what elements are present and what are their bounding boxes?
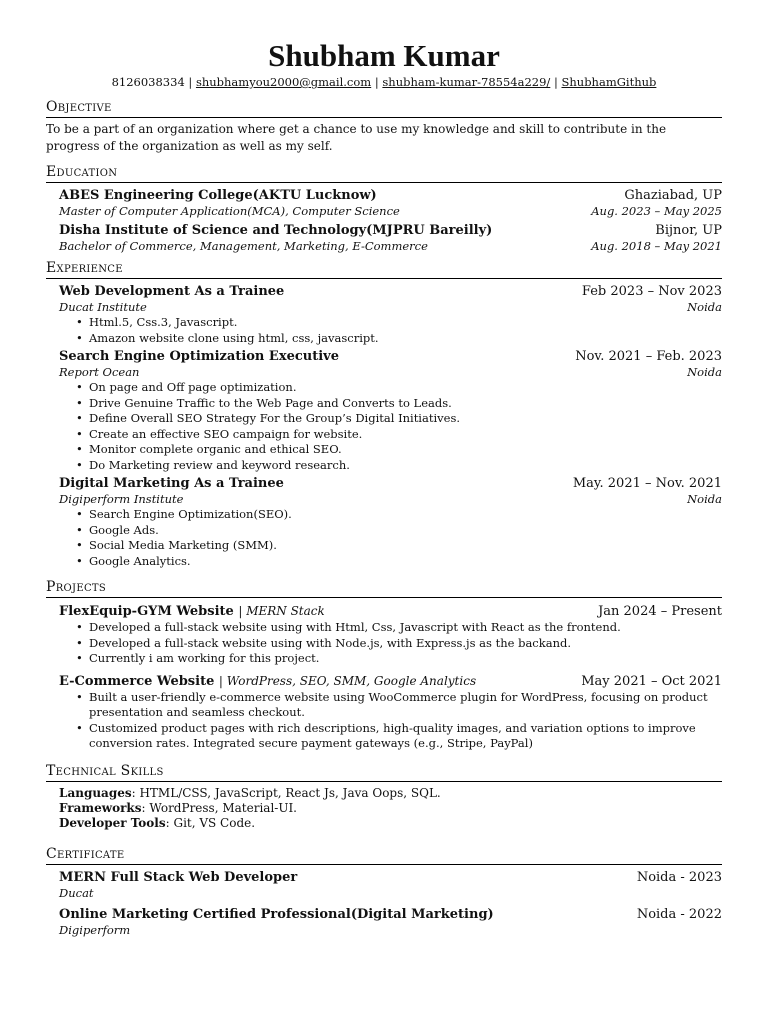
contact-line: [46, 74, 722, 90]
skill-label: Developer Tools: [59, 815, 166, 830]
bullet-list: [59, 620, 722, 667]
school-name: ABES Engineering College(AKTU Lucknow): [59, 188, 377, 203]
organization: Digiperform Institute: [59, 492, 184, 506]
project-entry: [46, 603, 722, 667]
list-item: • Developed a full-stack website using with Node.js, with Express.js as the backand.: [89, 636, 722, 652]
skills-list: [46, 786, 722, 831]
list-item: • Customized product pages with rich descriptions, high-quality images, and variation options to improve conversion rates. Integrated secure payment gateways (e.g., Stripe, PayPal): [89, 721, 722, 752]
list-item: • Currently i am working for this project.: [89, 651, 722, 667]
skills-section: [46, 762, 722, 831]
linkedin-link[interactable]: shubham-kumar-78554a229/: [382, 75, 551, 89]
job-location: Noida: [687, 300, 722, 314]
skill-value: : HTML/CSS, JavaScript, React Js, Java Oops, SQL.: [131, 785, 441, 800]
degree: Master of Computer Application(MCA), Computer Science: [59, 204, 400, 218]
section-title: Certificate: [46, 845, 722, 865]
separator: |: [374, 75, 379, 89]
list-item: • Developed a full-stack website using with Html, Css, Javascript with React as the frontend.: [89, 620, 722, 636]
list-item: • On page and Off page optimization.: [89, 380, 722, 396]
skill-value: : Git, VS Code.: [165, 815, 256, 830]
list-item: • Drive Genuine Traffic to the Web Page and Converts to Leads.: [89, 396, 722, 412]
list-item: • Amazon website clone using html, css, javascript.: [89, 331, 722, 347]
certificate-entry: [46, 869, 722, 901]
school-name: Disha Institute of Science and Technology(MJPRU Bareilly): [59, 223, 493, 238]
bullet-list: [59, 315, 722, 346]
email-link[interactable]: shubhamyou2000@gmail.com: [195, 75, 372, 89]
project-heading: E-Commerce Website | WordPress, SEO, SMM, Google Analytics: [59, 673, 477, 689]
project-heading: FlexEquip-GYM Website | MERN Stack: [59, 604, 325, 619]
job-role: Web Development As a Trainee: [59, 284, 285, 299]
section-title: Education: [46, 163, 722, 183]
certificate-section: [46, 845, 722, 938]
date-range: May 2021 – Oct 2021: [581, 673, 722, 689]
list-item: • Google Ads.: [89, 523, 722, 539]
job-location: Noida: [687, 492, 722, 506]
list-item: • Define Overall SEO Strategy For the Group’s Digital Initiatives.: [89, 411, 722, 427]
objective-text: To be a part of an organization where get a chance to use my knowledge and skill to contribute in the progress of the organization as well as my self.: [46, 122, 667, 153]
project-entry: [46, 673, 722, 752]
job-role: Digital Marketing As a Trainee: [59, 476, 284, 491]
education-section: [46, 163, 722, 254]
date-range: Jan 2024 – Present: [598, 604, 722, 619]
list-item: • Do Marketing review and keyword research.: [89, 458, 722, 474]
project-stack: WordPress, SEO, SMM, Google Analytics: [226, 673, 477, 688]
skill-label: Frameworks: [59, 800, 142, 815]
candidate-name: Shubham Kumar: [268, 38, 500, 73]
date-range: Feb 2023 – Nov 2023: [581, 284, 722, 299]
education-entry: [46, 222, 722, 254]
organization: Ducat Institute: [59, 300, 147, 314]
certificate-entry: [46, 906, 722, 938]
school-location: Ghaziabad, UP: [624, 188, 722, 203]
education-entry: [46, 187, 722, 219]
experience-entry: [46, 283, 722, 346]
date-range: Aug. 2023 – May 2025: [591, 204, 722, 218]
skill-row: [59, 816, 722, 831]
skill-row: [59, 801, 722, 816]
certificate-issuer: Digiperform: [59, 922, 131, 937]
project-stack: MERN Stack: [246, 604, 325, 618]
bullet-list: [59, 690, 722, 752]
section-title: Technical Skills: [46, 762, 722, 782]
projects-section: [46, 578, 722, 752]
section-title: Projects: [46, 578, 722, 598]
skill-row: [59, 786, 722, 801]
list-item: • Google Analytics.: [89, 554, 722, 570]
list-item: • Html.5, Css.3, Javascript.: [89, 315, 722, 331]
phone-number: 8126038334: [111, 75, 185, 89]
bullet-list: [59, 507, 722, 569]
bullet-list: [59, 380, 722, 473]
experience-section: [46, 259, 722, 569]
list-item: • Search Engine Optimization(SEO).: [89, 507, 722, 523]
certificate-place-year: Noida - 2023: [636, 869, 722, 885]
skill-label: Languages: [59, 785, 132, 800]
school-location: Bijnor, UP: [655, 223, 722, 238]
list-item: • Social Media Marketing (SMM).: [89, 538, 722, 554]
date-range: Nov. 2021 – Feb. 2023: [575, 349, 722, 364]
certificate-name: Online Marketing Certified Professional(Digital Marketing): [59, 906, 494, 922]
list-item: • Monitor complete organic and ethical SEO.: [89, 442, 722, 458]
objective-section: [46, 98, 722, 155]
certificate-name: MERN Full Stack Web Developer: [59, 869, 298, 885]
degree: Bachelor of Commerce, Management, Marketing, E-Commerce: [59, 239, 428, 253]
certificate-issuer: Ducat: [59, 885, 94, 900]
skill-value: : WordPress, Material-UI.: [141, 800, 297, 815]
experience-entry: [46, 348, 722, 473]
project-name: E-Commerce Website: [59, 673, 215, 689]
separator: |: [188, 75, 193, 89]
list-item: • Create an effective SEO campaign for website.: [89, 427, 722, 443]
section-title: Objective: [46, 98, 722, 118]
date-range: May. 2021 – Nov. 2021: [572, 476, 722, 491]
job-role: Search Engine Optimization Executive: [59, 349, 339, 364]
github-link[interactable]: ShubhamGithub: [561, 75, 657, 89]
job-location: Noida: [687, 365, 722, 379]
section-title: Experience: [46, 259, 722, 279]
list-item: • Built a user-friendly e-commerce website using WooCommerce plugin for WordPress, focusing on product presentation and seamless checkout.: [89, 690, 722, 721]
separator: |: [553, 75, 558, 89]
experience-entry: [46, 475, 722, 569]
certificate-place-year: Noida - 2022: [636, 906, 722, 922]
project-name: FlexEquip-GYM Website: [59, 604, 234, 619]
organization: Report Ocean: [59, 365, 140, 379]
date-range: Aug. 2018 – May 2021: [591, 239, 722, 253]
